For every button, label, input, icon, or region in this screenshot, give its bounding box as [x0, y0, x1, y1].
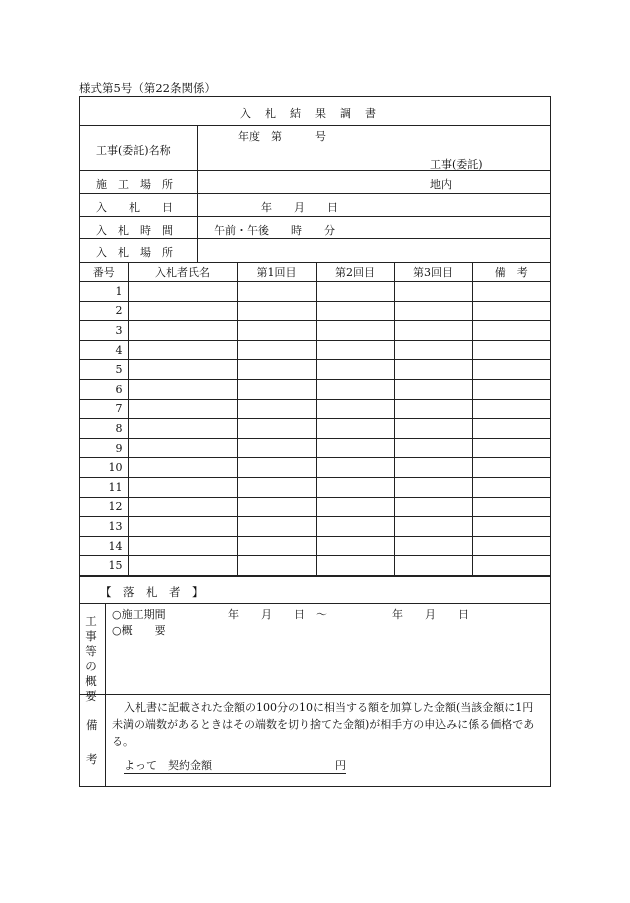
round-3-cell[interactable]	[394, 360, 472, 380]
bidder-name-cell[interactable]	[128, 399, 237, 419]
table-row	[80, 497, 550, 517]
round-2-cell[interactable]	[316, 536, 394, 556]
work-name-suffix: 工事(委託)	[430, 158, 483, 171]
remarks-text: 入札書に記載された金額の100分の10に相当する額を加算した金額(当該金額に1円未満の端数があるときはその端数を切り捨てた金額)が相手方の申込みに係る価格である。	[112, 701, 535, 748]
round-3-cell[interactable]	[394, 458, 472, 478]
row-number: 6	[80, 379, 128, 399]
round-3-cell[interactable]	[394, 399, 472, 419]
table-row	[80, 517, 550, 537]
remarks-cell[interactable]	[472, 458, 550, 478]
bid-time-label: 入 札 時 間	[96, 224, 173, 237]
bidder-name-cell[interactable]	[128, 497, 237, 517]
table-row	[80, 321, 550, 341]
round-1-cell[interactable]	[237, 419, 316, 439]
table-header-row	[80, 263, 550, 282]
round-2-cell[interactable]	[316, 438, 394, 458]
row-number: 3	[80, 321, 128, 341]
row-number: 13	[80, 517, 128, 537]
overview-section	[80, 604, 550, 703]
bidder-name-cell[interactable]	[128, 419, 237, 439]
bid-date-field[interactable]: 年 月 日	[261, 201, 338, 214]
site-label: 施 工 場 所	[96, 178, 173, 191]
table-row	[80, 399, 550, 419]
round-1-cell[interactable]	[237, 458, 316, 478]
round-3-cell[interactable]	[394, 340, 472, 360]
row-number: 10	[80, 458, 128, 478]
round-2-cell[interactable]	[316, 477, 394, 497]
table-row	[80, 477, 550, 497]
remarks-side-label-1: 備	[86, 718, 98, 732]
site-row	[80, 171, 550, 194]
bid-time-field[interactable]: 午前・午後 時 分	[214, 224, 335, 237]
remarks-cell[interactable]	[472, 321, 550, 341]
round-1-cell[interactable]	[237, 477, 316, 497]
period-from-field[interactable]: 年 月 日 ～	[228, 608, 327, 621]
remarks-cell[interactable]	[472, 360, 550, 380]
round-3-cell[interactable]	[394, 517, 472, 537]
page-title: 入札結果調書	[240, 107, 390, 120]
col-header-round-3: 第3回目	[394, 263, 472, 282]
site-suffix: 地内	[430, 178, 452, 191]
round-2-cell[interactable]	[316, 301, 394, 321]
remarks-cell[interactable]	[472, 282, 550, 302]
round-1-cell[interactable]	[237, 517, 316, 537]
row-number: 1	[80, 282, 128, 302]
row-number: 14	[80, 536, 128, 556]
remarks-cell[interactable]	[472, 301, 550, 321]
round-1-cell[interactable]	[237, 321, 316, 341]
contract-amount-prefix: よって 契約金額	[124, 759, 212, 772]
bidder-name-cell[interactable]	[128, 536, 237, 556]
bid-time-row	[80, 217, 550, 239]
winner-label: 【 落 札 者 】	[100, 585, 204, 599]
bidder-name-cell[interactable]	[128, 517, 237, 537]
table-row	[80, 438, 550, 458]
summary-label: ○概 要	[112, 624, 166, 637]
table-row	[80, 379, 550, 399]
col-header-remarks: 備 考	[472, 263, 550, 282]
col-header-number: 番号	[80, 263, 128, 282]
contract-amount-line[interactable]	[124, 757, 346, 774]
round-3-cell[interactable]	[394, 477, 472, 497]
bidder-name-cell[interactable]	[128, 301, 237, 321]
work-name-label: 工事(委託)名称	[96, 144, 171, 157]
round-3-cell[interactable]	[394, 497, 472, 517]
round-2-cell[interactable]	[316, 517, 394, 537]
bidder-name-cell[interactable]	[128, 282, 237, 302]
round-1-cell[interactable]	[237, 301, 316, 321]
col-header-round-2: 第2回目	[316, 263, 394, 282]
remarks-cell[interactable]	[472, 556, 550, 576]
round-2-cell[interactable]	[316, 458, 394, 478]
row-number: 11	[80, 477, 128, 497]
table-row	[80, 282, 550, 302]
winner-row	[80, 576, 550, 604]
round-2-cell[interactable]	[316, 399, 394, 419]
row-number: 9	[80, 438, 128, 458]
table-row	[80, 419, 550, 439]
round-1-cell[interactable]	[237, 556, 316, 576]
form-number-label: 様式第5号（第22条関係）	[79, 81, 216, 95]
bidder-name-cell[interactable]	[128, 379, 237, 399]
table-row	[80, 458, 550, 478]
round-1-cell[interactable]	[237, 379, 316, 399]
remarks-cell[interactable]	[472, 536, 550, 556]
round-1-cell[interactable]	[237, 340, 316, 360]
bidders-table	[80, 262, 550, 576]
row-number: 12	[80, 497, 128, 517]
bidder-name-cell[interactable]	[128, 360, 237, 380]
bidder-name-cell[interactable]	[128, 477, 237, 497]
col-header-bidder-name: 入札者氏名	[128, 263, 237, 282]
round-1-cell[interactable]	[237, 438, 316, 458]
round-3-cell[interactable]	[394, 282, 472, 302]
remarks-side-label-2: 考	[86, 752, 98, 766]
round-2-cell[interactable]	[316, 497, 394, 517]
round-3-cell[interactable]	[394, 301, 472, 321]
bid-place-label: 入 札 場 所	[96, 246, 173, 259]
round-1-cell[interactable]	[237, 282, 316, 302]
round-2-cell[interactable]	[316, 321, 394, 341]
bid-result-form	[79, 96, 551, 787]
row-number: 7	[80, 399, 128, 419]
bidder-name-cell[interactable]	[128, 321, 237, 341]
round-2-cell[interactable]	[316, 419, 394, 439]
row-number: 8	[80, 419, 128, 439]
work-name-year-field[interactable]: 年度 第 号	[238, 130, 326, 143]
round-1-cell[interactable]	[237, 536, 316, 556]
col-header-round-1: 第1回目	[237, 263, 316, 282]
remarks-cell[interactable]	[472, 399, 550, 419]
remarks-section	[80, 695, 550, 786]
bidder-name-cell[interactable]	[128, 438, 237, 458]
table-row	[80, 360, 550, 380]
remarks-cell[interactable]	[472, 438, 550, 458]
table-row	[80, 340, 550, 360]
round-3-cell[interactable]	[394, 379, 472, 399]
remarks-cell[interactable]	[472, 497, 550, 517]
round-1-cell[interactable]	[237, 497, 316, 517]
round-2-cell[interactable]	[316, 282, 394, 302]
round-3-cell[interactable]	[394, 419, 472, 439]
round-3-cell[interactable]	[394, 556, 472, 576]
title-row	[80, 97, 550, 126]
work-name-row	[80, 126, 550, 171]
bidder-name-cell[interactable]	[128, 556, 237, 576]
row-number: 15	[80, 556, 128, 576]
bid-date-label: 入 札 日	[96, 201, 173, 214]
contract-amount-unit: 円	[335, 759, 346, 772]
bidder-name-cell[interactable]	[128, 458, 237, 478]
bid-date-row	[80, 194, 550, 217]
row-number: 5	[80, 360, 128, 380]
table-row	[80, 301, 550, 321]
row-number: 4	[80, 340, 128, 360]
period-label: ○施工期間	[112, 608, 166, 621]
round-1-cell[interactable]	[237, 399, 316, 419]
remarks-cell[interactable]	[472, 379, 550, 399]
round-3-cell[interactable]	[394, 321, 472, 341]
remarks-cell[interactable]	[472, 419, 550, 439]
table-row	[80, 556, 550, 576]
overview-side-label: 工 事 等 の 概 要	[85, 614, 97, 703]
bidder-name-cell[interactable]	[128, 340, 237, 360]
round-2-cell[interactable]	[316, 379, 394, 399]
remarks-cell[interactable]	[472, 517, 550, 537]
bidders-table-body	[80, 282, 550, 576]
row-number: 2	[80, 301, 128, 321]
round-3-cell[interactable]	[394, 536, 472, 556]
remarks-cell[interactable]	[472, 340, 550, 360]
bid-place-row	[80, 239, 550, 262]
round-2-cell[interactable]	[316, 556, 394, 576]
round-1-cell[interactable]	[237, 360, 316, 380]
period-to-field[interactable]: 年 月 日	[392, 608, 469, 621]
round-2-cell[interactable]	[316, 340, 394, 360]
remarks-cell[interactable]	[472, 477, 550, 497]
table-row	[80, 536, 550, 556]
round-2-cell[interactable]	[316, 360, 394, 380]
round-3-cell[interactable]	[394, 438, 472, 458]
